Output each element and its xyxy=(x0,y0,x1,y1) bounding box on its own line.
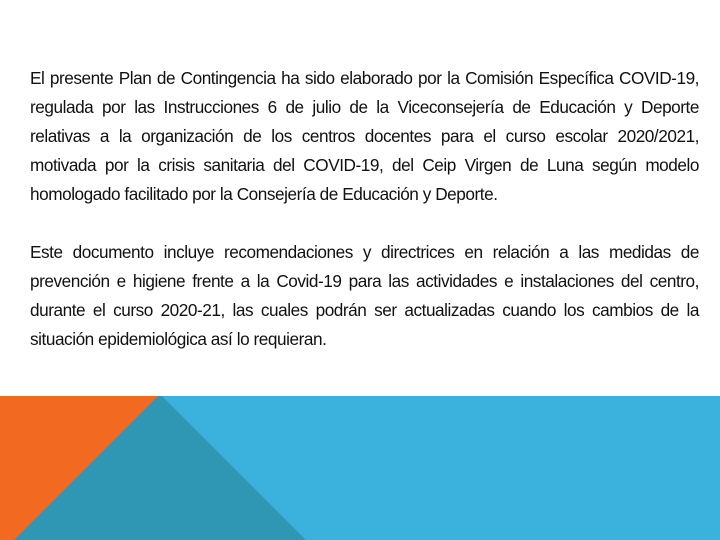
decorative-footer-shapes xyxy=(0,396,720,540)
paragraph-intro: El presente Plan de Contingencia ha sido elaborado por la Comisión Específica COVID-19, regulada por las Instrucciones 6 de julio de la Viceconsejería de Educación y Deporte relativas a la organización de los centros docentes para el curso escolar 2020/2021, motivada por la crisis sanitaria del COVID-19, del Ceip Virgen de Luna según modelo homologado facilitado por la Consejería de Educación y Deporte. xyxy=(30,68,699,204)
paragraph-scope: Este documento incluye recomendaciones y directrices en relación a las medidas de prevención e higiene frente a la Covid-19 para las actividades e instalaciones del centro, durante el curso 2020-21, las cuales podrán ser actualizadas cuando los cambios de la situación epidemiológica así lo requieran. xyxy=(30,242,699,349)
